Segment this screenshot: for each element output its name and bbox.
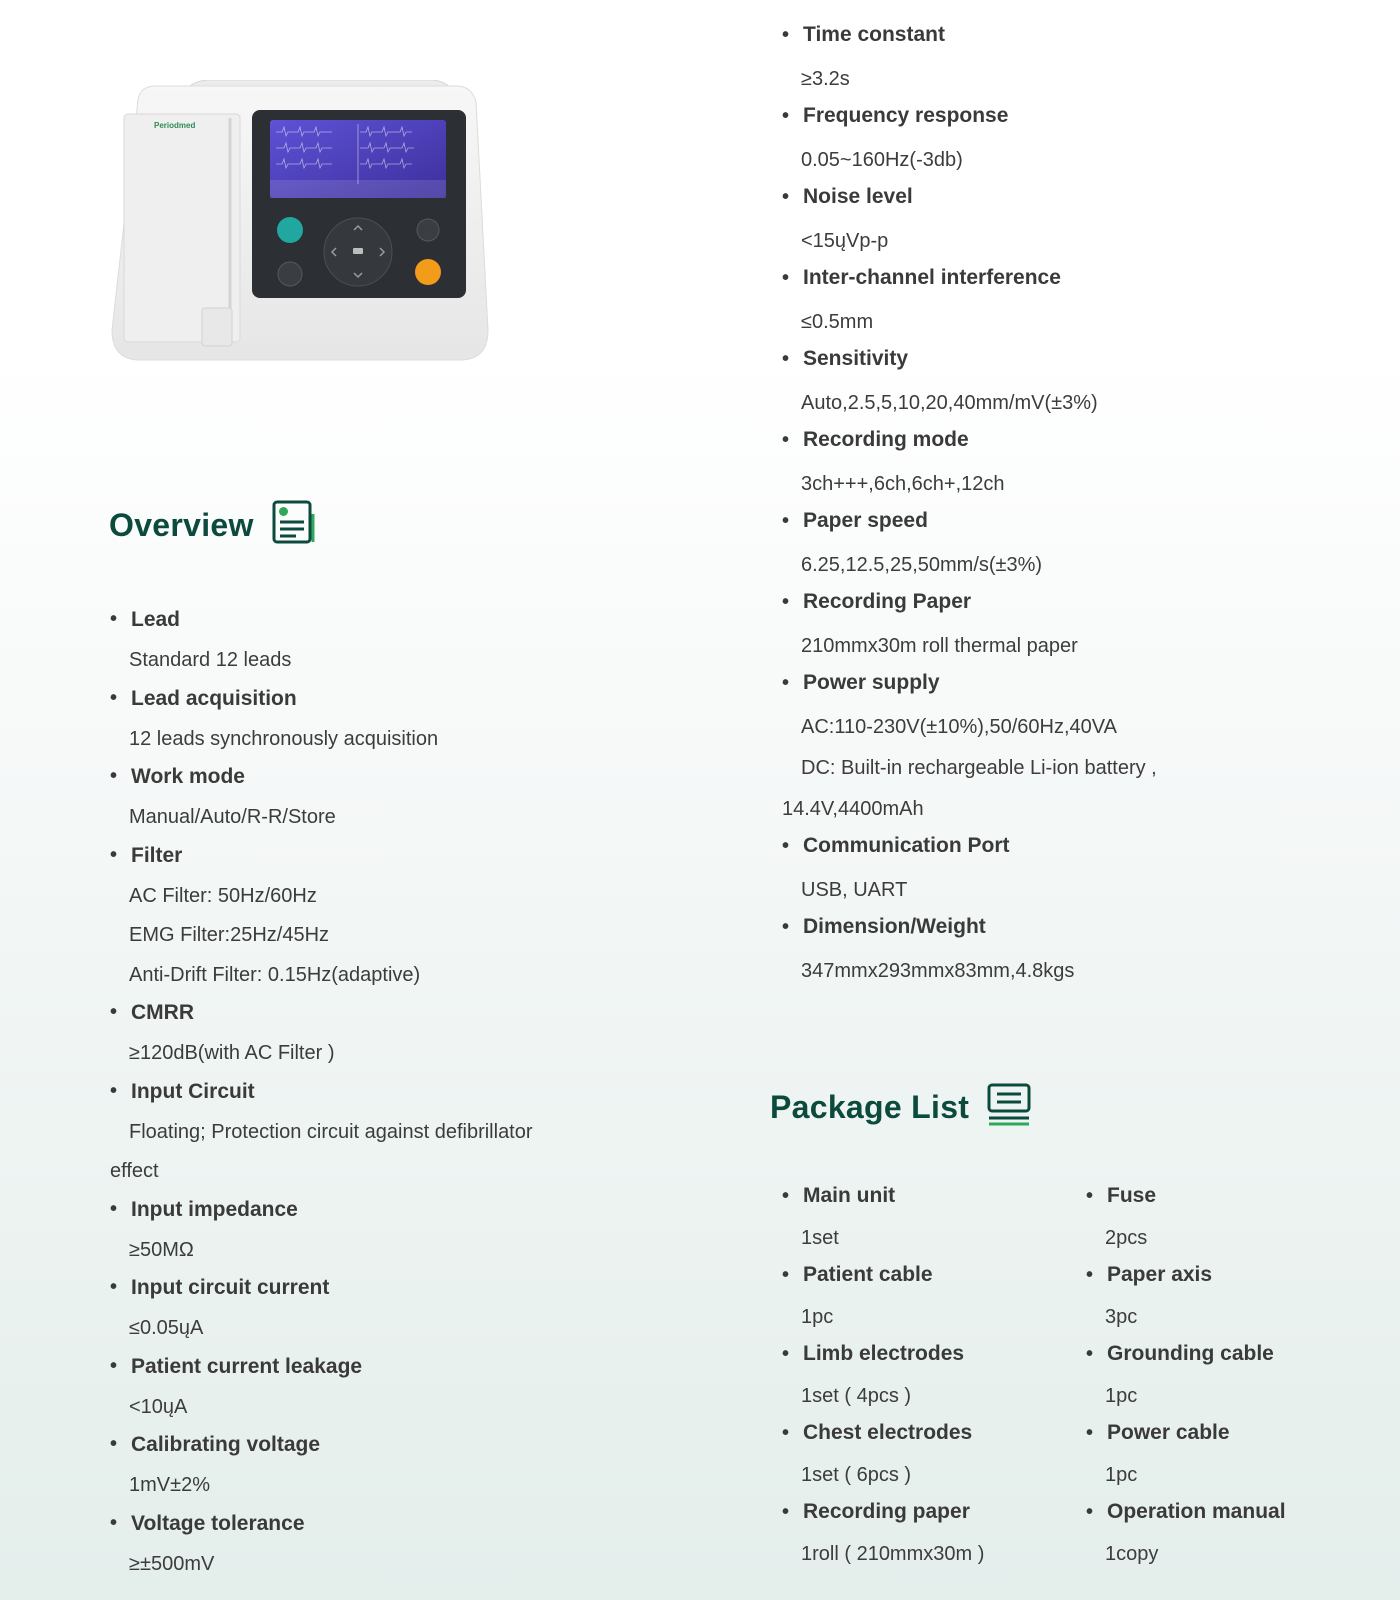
spec-value-continuation: 14.4V,4400mAh [782,798,924,820]
spec-value: 12 leads synchronously acquisition [129,727,439,750]
spec-value: 3ch+++,6ch,6ch+,12ch [801,473,1005,495]
package-item-qty: 1set ( 4pcs ) [801,1385,912,1407]
document-list-icon [272,500,316,551]
spec-value: ≤0.05ųA [129,1317,204,1339]
spec-value: ≤0.5mm [801,311,874,333]
spec-value: ≥50MΩ [129,1238,194,1261]
list-item [782,181,1362,262]
list-item [110,1271,670,1350]
package-item-name: • Operation manual [1086,1496,1376,1535]
list-item [782,586,1362,667]
spec-value-continuation: effect [110,1160,159,1182]
spec-value: 0.05~160Hz(-3db) [801,149,963,171]
spec-name: • Recording mode [782,424,1362,464]
list-item [110,839,670,997]
package-list-right [1086,1180,1376,1575]
list-item [782,19,1362,100]
overview-spec-list [110,603,670,1585]
list-item [110,682,670,761]
list-item [782,262,1362,343]
package-list-title: Package List [770,1089,970,1125]
package-item-name: • Chest electrodes [782,1417,1072,1456]
spec-value: AC:110-230V(±10%),50/60Hz,40VA [801,716,1117,738]
package-item-qty: 1copy [1105,1543,1159,1565]
package-item-name: • Power cable [1086,1417,1376,1456]
spec-name: • Power supply [782,667,1362,707]
list-item [110,1075,670,1193]
spec-name: • Lead acquisition [110,682,670,721]
package-item-qty: 1pc [1105,1464,1138,1486]
package-item-qty: 1set ( 6pcs ) [801,1464,912,1486]
ecg-machine-illustration [110,80,500,370]
spec-name: • Communication Port [782,830,1362,870]
list-item [782,100,1362,181]
list-item [110,1507,670,1586]
list-item [110,760,670,839]
list-item [110,1428,670,1507]
package-item-name: • Fuse [1086,1180,1376,1219]
spec-value: AC Filter: 50Hz/60Hz [129,884,317,907]
spec-value: ≥120dB(with AC Filter ) [129,1042,335,1064]
list-item [110,603,670,682]
list-item [782,1496,1072,1575]
spec-value: 347mmx293mmx83mm,4.8kgs [801,960,1075,982]
package-item-name: • Limb electrodes [782,1338,1072,1377]
spec-name: • Dimension/Weight [782,911,1362,951]
list-item [782,830,1362,911]
list-item [1086,1259,1376,1338]
spec-name: • Input impedance [110,1193,670,1232]
package-list-header [770,1083,1031,1132]
spec-value: ≥3.2s [801,68,850,90]
spec-value: ≥±500mV [129,1552,215,1575]
overview-title: Overview [109,507,254,543]
list-item [782,911,1362,992]
list-item [782,343,1362,424]
package-item-qty: 1roll ( 210mmx30m ) [801,1543,985,1565]
overview-header [109,500,316,551]
package-item-name: • Recording paper [782,1496,1072,1535]
spec-value: USB, UART [801,879,908,901]
spec-name: • Voltage tolerance [110,1507,670,1546]
spec-name: • Time constant [782,19,1362,59]
spec-name: • Frequency response [782,100,1362,140]
package-item-qty: 1pc [801,1306,834,1328]
spec-value: Anti-Drift Filter: 0.15Hz(adaptive) [129,963,421,986]
package-item-qty: 3pc [1105,1306,1138,1328]
list-item [782,1417,1072,1496]
spec-value: Floating; Protection circuit against defibrillator [129,1120,533,1143]
device-brand: Periodmed [154,121,196,130]
spec-value: Auto,2.5,5,10,20,40mm/mV(±3%) [801,392,1098,414]
list-item [1086,1180,1376,1259]
spec-name: • Inter-channel interference [782,262,1362,302]
list-item [782,1338,1072,1417]
spec-value: EMG Filter:25Hz/45Hz [129,924,330,946]
list-item [782,424,1362,505]
spec-name: • Sensitivity [782,343,1362,383]
spec-value: <10ųA [129,1395,188,1418]
spec-name: • CMRR [110,996,670,1035]
package-list-left [782,1180,1072,1575]
package-item-qty: 2pcs [1105,1227,1148,1249]
spec-name: • Recording Paper [782,586,1362,626]
package-item-name: • Paper axis [1086,1259,1376,1298]
spec-value: DC: Built-in rechargeable Li-ion battery , [801,757,1157,779]
list-item [1086,1417,1376,1496]
package-item-name: • Grounding cable [1086,1338,1376,1377]
spec-name: • Filter [110,839,670,878]
ecg-device-image [110,80,500,370]
spec-name: • Input Circuit [110,1075,670,1114]
list-item [782,1259,1072,1338]
package-item-name: • Patient cable [782,1259,1072,1298]
spec-name: • Calibrating voltage [110,1428,670,1467]
list-item [1086,1496,1376,1575]
spec-name: • Work mode [110,760,670,799]
spec-value: Standard 12 leads [129,649,292,671]
technical-spec-list [782,19,1362,992]
spec-value: 6.25,12.5,25,50mm/s(±3%) [801,554,1043,576]
list-item [110,1350,670,1429]
list-item [110,1193,670,1272]
list-item [782,1180,1072,1259]
spec-name: • Lead [110,603,670,642]
list-item [782,505,1362,586]
spec-value: <15ųVp-p [801,230,889,252]
package-item-qty: 1pc [1105,1385,1138,1407]
list-item [782,667,1362,830]
spec-value: 210mmx30m roll thermal paper [801,635,1078,657]
list-item [110,996,670,1075]
package-item-qty: 1set [801,1227,839,1249]
package-item-name: • Main unit [782,1180,1072,1219]
list-item [1086,1338,1376,1417]
spec-name: • Noise level [782,181,1362,221]
spec-name: • Paper speed [782,505,1362,545]
laptop-icon [987,1083,1031,1132]
spec-name: • Patient current leakage [110,1350,670,1389]
spec-value: Manual/Auto/R-R/Store [129,806,336,828]
spec-name: • Input circuit current [110,1271,670,1310]
spec-value: 1mV±2% [129,1474,211,1496]
